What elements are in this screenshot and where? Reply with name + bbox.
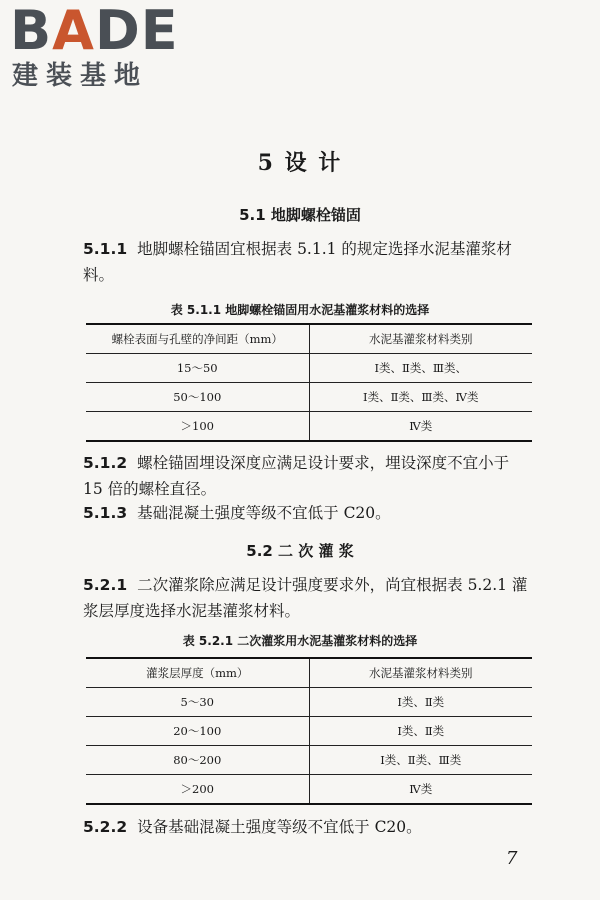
logo-wordmark: BADE [10, 0, 179, 62]
clause-number: 5.2.1 [83, 576, 128, 594]
header-cell: 水泥基灌浆材料类别 [309, 658, 532, 688]
chapter-title: 5 设 计 [257, 150, 343, 176]
clause-number: 5.1.3 [83, 504, 128, 522]
table-caption-5-1-1: 表 5.1.1 地脚螺栓锚固用水泥基灌浆材料的选择 [170, 303, 430, 317]
table-5-2-1 [86, 657, 532, 805]
table-cell: Ⅰ类、Ⅱ类、Ⅲ类、Ⅳ类 [309, 383, 532, 412]
table-row [86, 746, 532, 775]
bade-logo [10, 2, 180, 94]
table-cell: Ⅰ类、Ⅱ类 [309, 717, 532, 746]
header-cell: 水泥基灌浆材料类别 [309, 324, 532, 354]
clause-text: 螺栓锚固埋设深度应满足设计要求，埋设深度不宜小于 15 倍的螺栓直径。 [83, 454, 510, 498]
table-cell: 80～200 [86, 746, 309, 775]
table-row [86, 717, 532, 746]
table-cell: ＞100 [86, 412, 309, 442]
clause-text: 基础混凝土强度等级不宜低于 C20。 [137, 504, 391, 522]
clause-5-1-2 [83, 450, 533, 502]
table-cell: ＞200 [86, 775, 309, 805]
table-cell: Ⅰ类、Ⅱ类、Ⅲ类 [309, 746, 532, 775]
table-cell: Ⅰ类、Ⅱ类、Ⅲ类、 [309, 354, 532, 383]
header-cell: 螺栓表面与孔壁的净间距（mm） [86, 324, 309, 354]
page-number: 7 [506, 848, 518, 869]
logo-subtitle: 建装基地 [12, 61, 149, 91]
table-header-row [86, 658, 532, 688]
logo-accent-letter: A [52, 0, 95, 62]
clause-5-1-3 [83, 500, 533, 526]
table-cell: Ⅳ类 [309, 775, 532, 805]
section-heading-5-2: 5.2 二 次 灌 浆 [246, 542, 354, 560]
clause-5-1-1 [83, 236, 533, 288]
table-row [86, 688, 532, 717]
table-caption-5-2-1: 表 5.2.1 二次灌浆用水泥基灌浆材料的选择 [182, 634, 418, 648]
table-cell: Ⅰ类、Ⅱ类 [309, 688, 532, 717]
header-cell: 灌浆层厚度（mm） [86, 658, 309, 688]
table-5-1-1 [86, 323, 532, 442]
table-header-row [86, 324, 532, 354]
clause-number: 5.1.1 [83, 240, 128, 258]
clause-number: 5.2.2 [83, 818, 128, 836]
table-cell: 50～100 [86, 383, 309, 412]
clause-text: 地脚螺栓锚固宜根据表 5.1.1 的规定选择水泥基灌浆材料。 [83, 240, 512, 284]
table-row [86, 383, 532, 412]
clause-5-2-1 [83, 572, 533, 624]
table-cell: 20～100 [86, 717, 309, 746]
table-cell: 5～30 [86, 688, 309, 717]
table-cell: Ⅳ类 [309, 412, 532, 442]
clause-number: 5.1.2 [83, 454, 128, 472]
table-cell: 15～50 [86, 354, 309, 383]
clause-5-2-2 [83, 814, 533, 840]
table-row [86, 412, 532, 442]
table-row [86, 354, 532, 383]
section-heading-5-1: 5.1 地脚螺栓锚固 [239, 206, 361, 224]
clause-text: 设备基础混凝土强度等级不宜低于 C20。 [137, 818, 422, 836]
clause-text: 二次灌浆除应满足设计强度要求外，尚宜根据表 5.2.1 灌浆层厚度选择水泥基灌浆材料。 [83, 576, 528, 620]
table-row [86, 775, 532, 805]
